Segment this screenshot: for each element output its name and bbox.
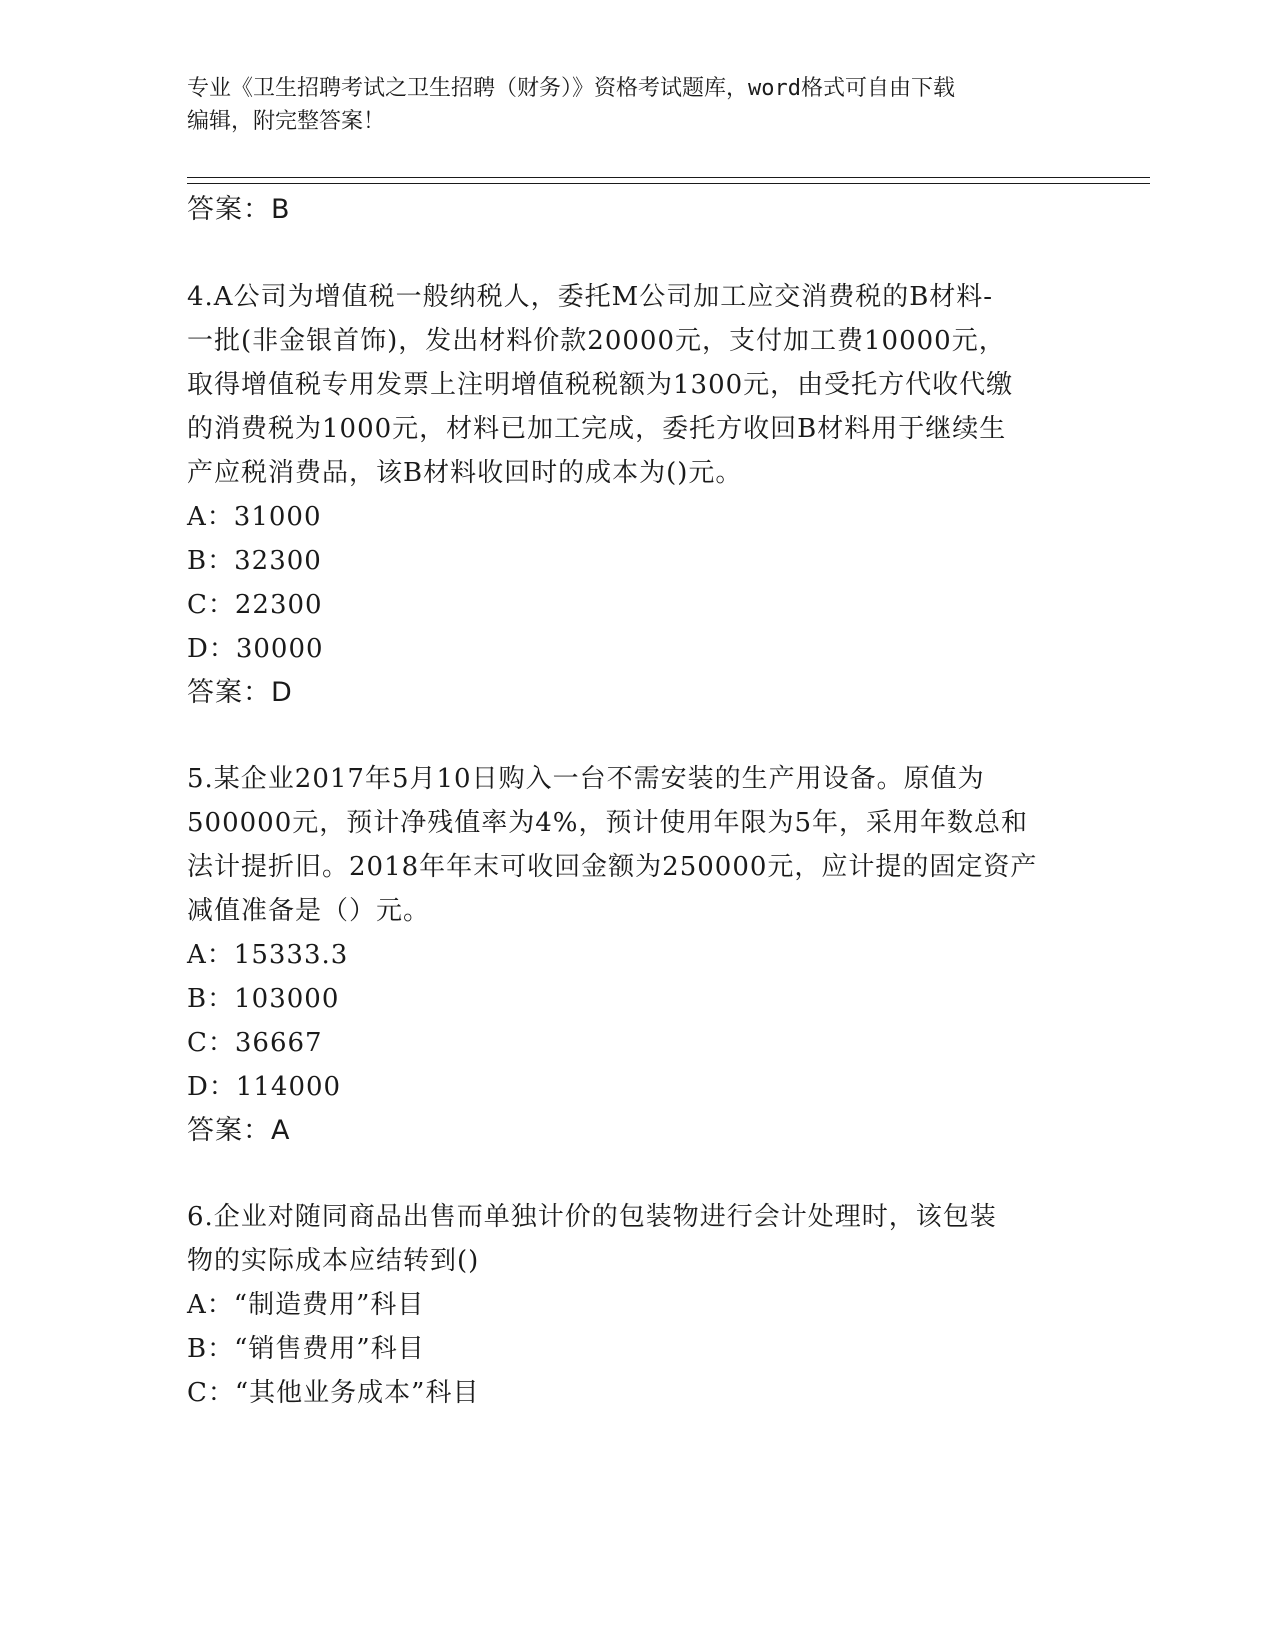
header-divider-top: [187, 177, 1150, 178]
question-4-text-line-1: 4.A公司为增值税一般纳税人，委托M公司加工应交消费税的B材料-: [187, 282, 994, 312]
question-5-option-a: A：15333.3: [187, 940, 349, 970]
question-4-text-line-5: 产应税消费品，该B材料收回时的成本为()元。: [187, 458, 743, 488]
question-4-option-c: C：22300: [187, 590, 323, 620]
previous-answer: 答案：B: [187, 194, 291, 225]
question-6-option-c: C：“其他业务成本”科目: [187, 1378, 480, 1408]
question-5-option-c: C：36667: [187, 1028, 323, 1058]
question-6-option-b: B：“销售费用”科目: [187, 1334, 425, 1364]
question-4-text-line-3: 取得增值税专用发票上注明增值税税额为1300元，由受托方代收代缴: [187, 370, 1014, 400]
question-5-option-b: B：103000: [187, 984, 340, 1014]
question-4-option-a: A：31000: [187, 502, 322, 532]
question-4-text-line-4: 的消费税为1000元，材料已加工完成，委托方收回B材料用于继续生: [187, 414, 1007, 444]
header-line-2: 编辑，附完整答案！: [187, 109, 386, 134]
question-5-text-line-2: 500000元，预计净残值率为4%，预计使用年限为5年，采用年数总和: [187, 808, 1029, 838]
page-header: [187, 72, 1067, 138]
question-4-text-line-2: 一批(非金银首饰)，发出材料价款20000元，支付加工费10000元，: [187, 326, 1006, 356]
question-5-answer: 答案：A: [187, 1115, 291, 1146]
question-4-option-d: D：30000: [187, 634, 324, 664]
question-6-text-line-1: 6.企业对随同商品出售而单独计价的包装物进行会计处理时，该包装: [187, 1202, 997, 1232]
question-5-text-line-4: 减值准备是（）元。: [187, 896, 431, 926]
header-line-1: 专业《卫生招聘考试之卫生招聘（财务）》资格考试题库，word格式可自由下载: [187, 76, 955, 101]
question-6-text-line-2: 物的实际成本应结转到(): [187, 1246, 480, 1276]
question-5-option-d: D：114000: [187, 1072, 342, 1102]
question-5-text-line-1: 5.某企业2017年5月10日购入一台不需安装的生产用设备。原值为: [187, 764, 985, 794]
question-5-text-line-3: 法计提折旧。2018年年末可收回金额为250000元，应计提的固定资产: [187, 852, 1038, 882]
question-4-option-b: B：32300: [187, 546, 322, 576]
question-4-answer: 答案：D: [187, 677, 293, 708]
header-divider-bottom: [187, 183, 1150, 184]
question-6-option-a: A：“制造费用”科目: [187, 1290, 425, 1320]
